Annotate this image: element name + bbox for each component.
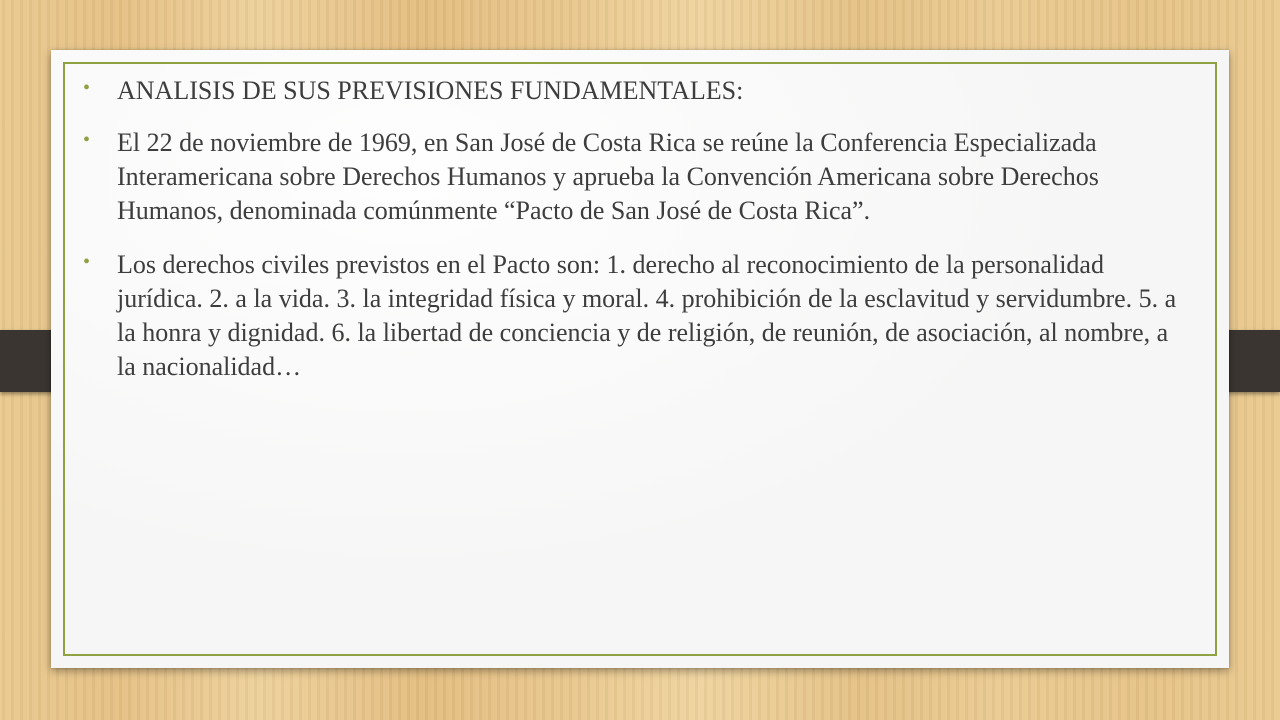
bullet-text-heading: ANALISIS DE SUS PREVISIONES FUNDAMENTALES: — [117, 76, 744, 105]
bullet-icon: • — [83, 77, 91, 99]
bullet-icon: • — [83, 251, 91, 273]
list-item — [79, 126, 1189, 228]
bullet-icon: • — [83, 129, 91, 151]
list-item — [79, 248, 1189, 384]
bullet-text-history: El 22 de noviembre de 1969, en San José de Costa Rica se reúne la Conferencia Especializada Interamericana sobre Derechos Humanos y aprueba la Convención Americana sobre Derechos Humanos, denominada comúnmente “Pacto de San José de Costa Rica”. — [117, 128, 1099, 225]
bullet-text-rights: Los derechos civiles previstos en el Pacto son: 1. derecho al reconocimiento de la personalidad jurídica. 2. a la vida. 3. la integridad física y moral. 4. prohibición de la esclavitud y servidumbre. 5. a la honra y dignidad. 6. la libertad de conciencia y de religión, de reunión, de asociación, al nombre, a la nacionalidad… — [117, 250, 1177, 381]
bullet-list — [79, 74, 1189, 400]
slide-paper — [51, 50, 1229, 668]
list-item — [79, 74, 1189, 108]
